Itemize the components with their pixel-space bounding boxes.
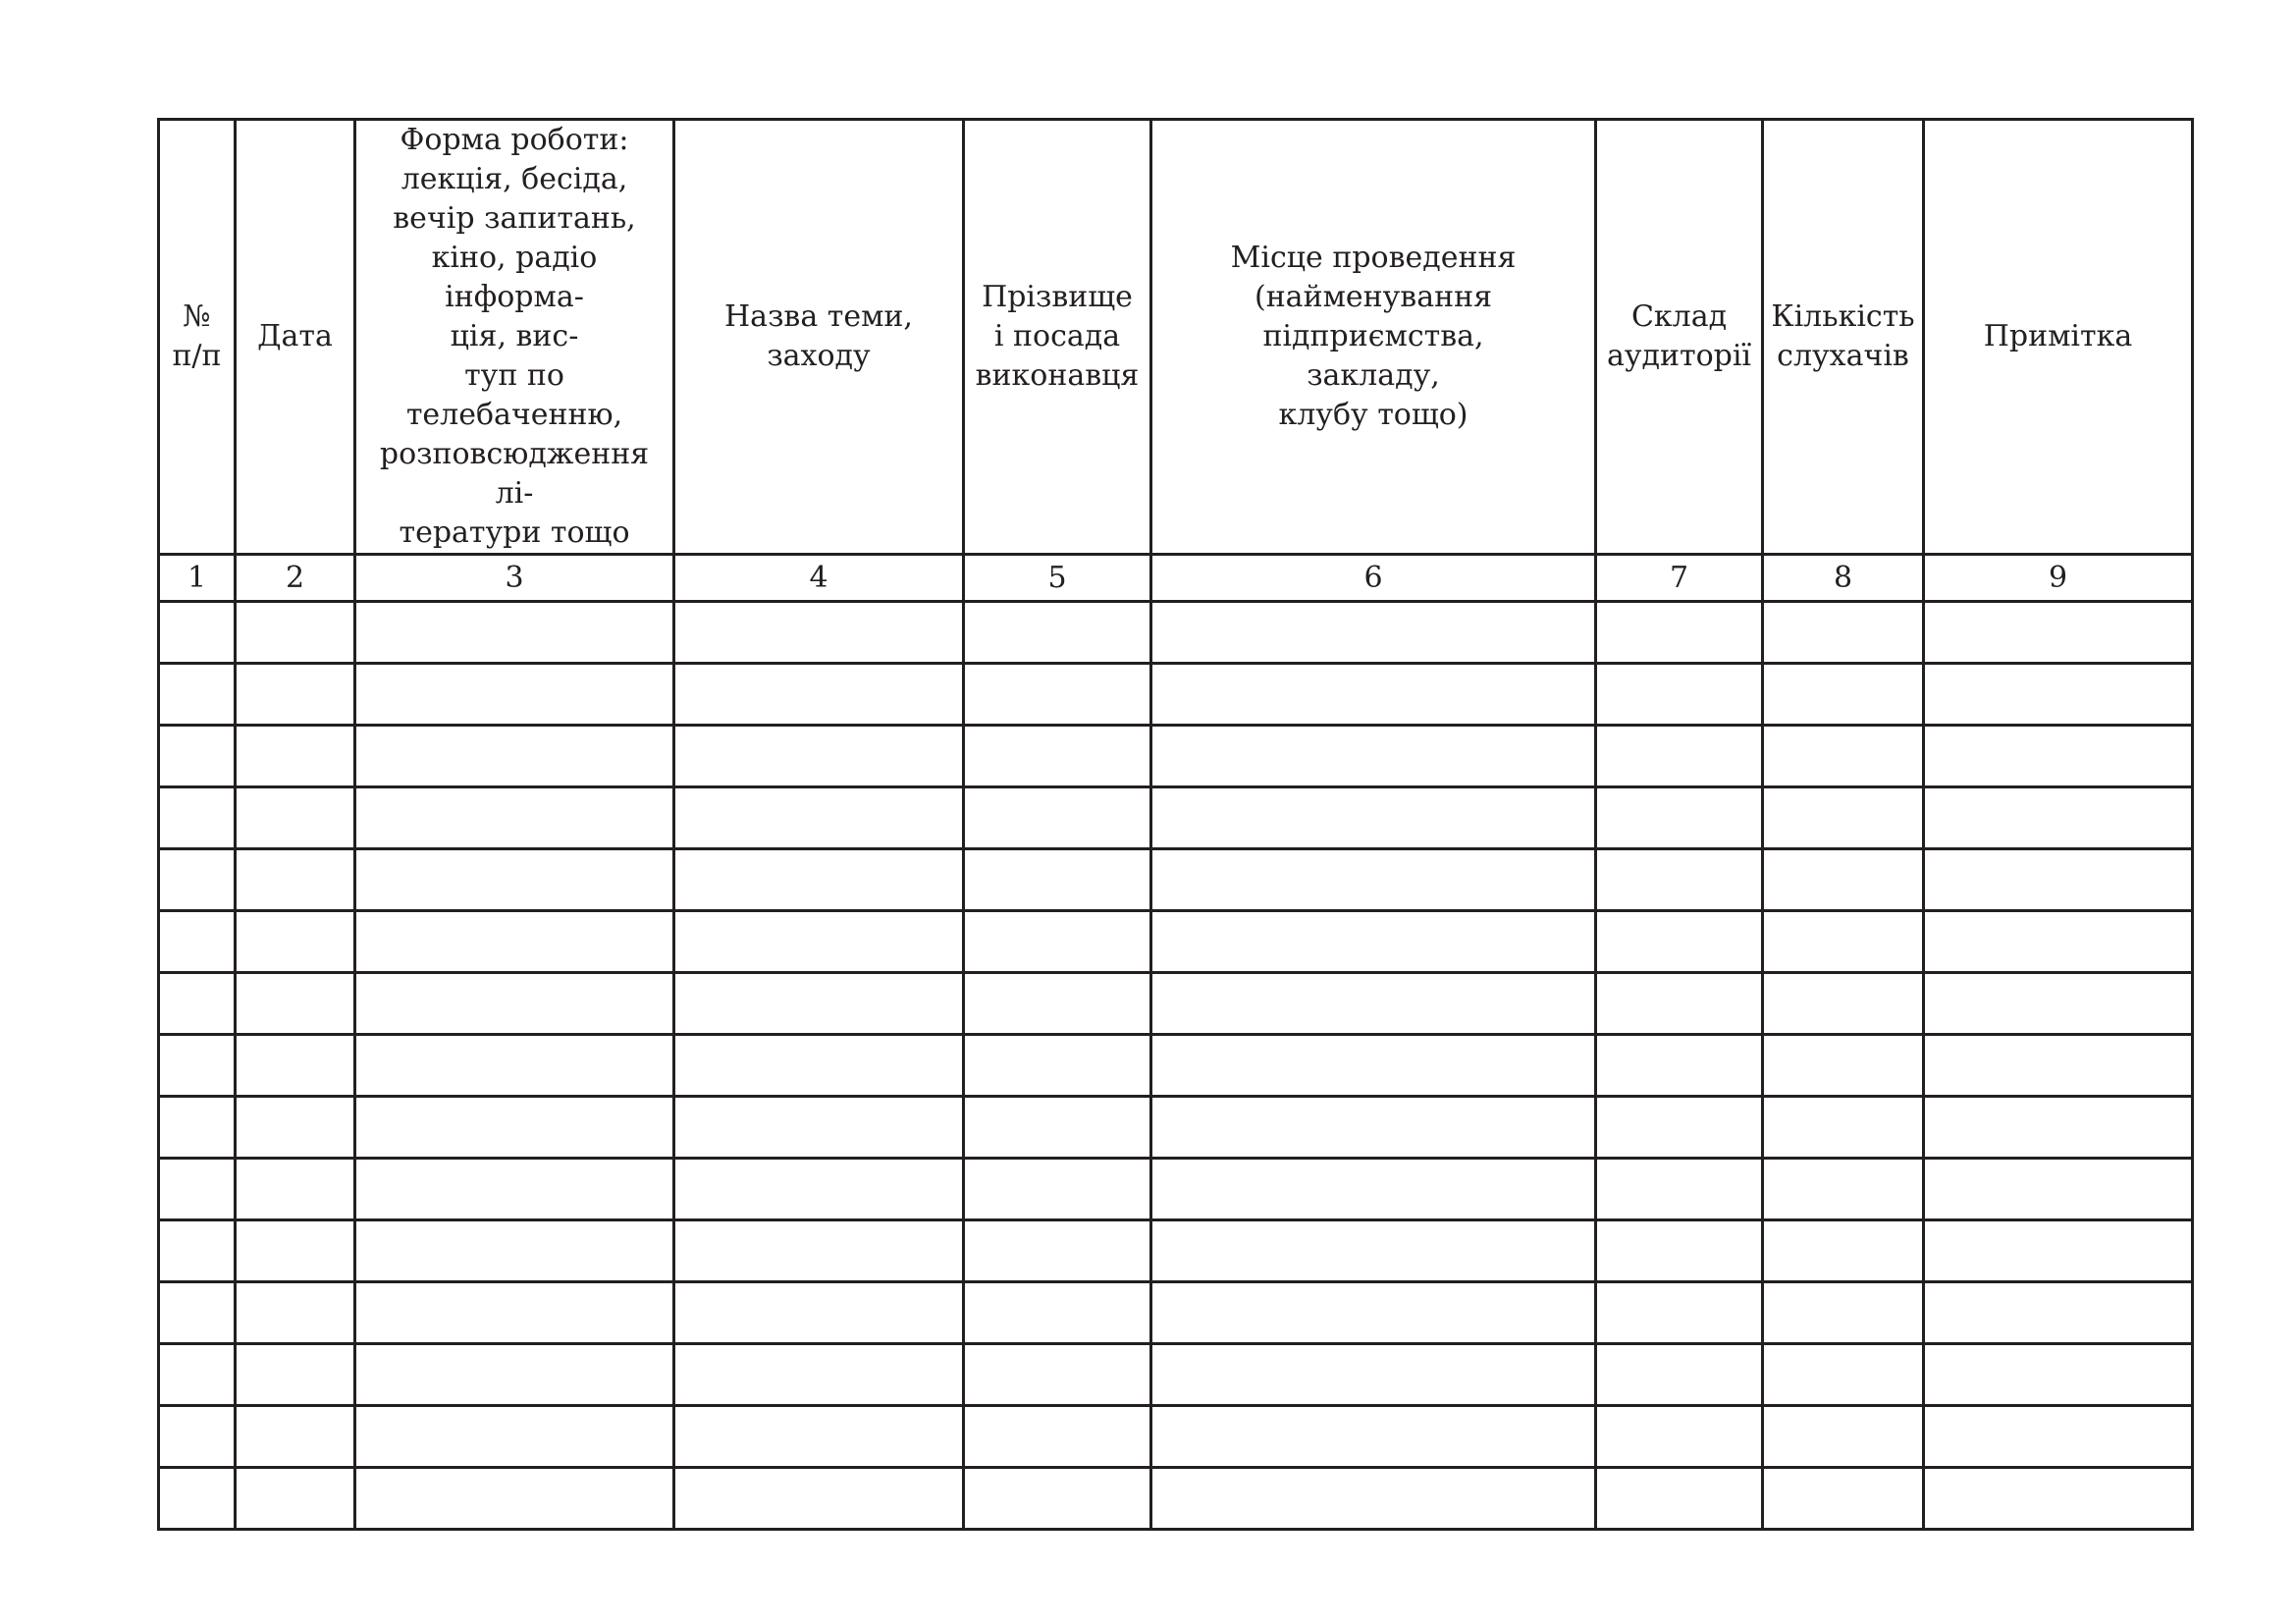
column-number: 6 [1151, 555, 1596, 602]
table-cell-performer [964, 1220, 1151, 1282]
table-cell-date [236, 849, 355, 911]
table-cell-form [355, 787, 674, 849]
table-cell-date [236, 1282, 355, 1344]
table-cell-listeners [1763, 1220, 1924, 1282]
table-cell-num [159, 973, 236, 1035]
table-cell-num [159, 1097, 236, 1159]
table-cell-note [1924, 911, 2193, 973]
header-cell-place [1151, 120, 1596, 555]
header-cell-topic [674, 120, 964, 555]
table-cell-note [1924, 1220, 2193, 1282]
header-label: Прізвище і посада виконавця [975, 280, 1140, 393]
table-cell-performer [964, 1344, 1151, 1406]
table-cell-num [159, 1406, 236, 1468]
table-cell-performer [964, 664, 1151, 726]
table-cell-listeners [1763, 1406, 1924, 1468]
table-cell-form [355, 664, 674, 726]
table-cell-listeners [1763, 973, 1924, 1035]
table-cell-listeners [1763, 1035, 1924, 1097]
table-cell-note [1924, 1344, 2193, 1406]
table-cell-note [1924, 849, 2193, 911]
table-cell-performer [964, 1282, 1151, 1344]
table-cell-place [1151, 973, 1596, 1035]
table-cell-listeners [1763, 911, 1924, 973]
table-cell-listeners [1763, 787, 1924, 849]
table-cell-form [355, 602, 674, 664]
header-cell-listeners [1763, 120, 1924, 555]
table-row [159, 1097, 2193, 1159]
table-cell-audience [1596, 1468, 1763, 1530]
header-label: Форма роботи: лекція, бесіда, вечір запитань, кіно, радіо інформа- ція, вис- туп по телебаченню, розповсюдження лі- тератури тощо [379, 123, 650, 550]
table-cell-place [1151, 602, 1596, 664]
table-cell-date [236, 602, 355, 664]
table-body [159, 602, 2193, 1530]
table-cell-form [355, 1097, 674, 1159]
table-cell-audience [1596, 1097, 1763, 1159]
table-cell-num [159, 849, 236, 911]
table-cell-num [159, 1035, 236, 1097]
table-cell-performer [964, 1406, 1151, 1468]
table-cell-date [236, 973, 355, 1035]
table-cell-num [159, 1344, 236, 1406]
table-cell-performer [964, 726, 1151, 787]
table-cell-performer [964, 973, 1151, 1035]
column-number: 9 [1924, 555, 2193, 602]
table-cell-listeners [1763, 1468, 1924, 1530]
table-cell-topic [674, 1035, 964, 1097]
table-cell-audience [1596, 1282, 1763, 1344]
table-cell-place [1151, 1097, 1596, 1159]
table-cell-num [159, 1220, 236, 1282]
table-cell-topic [674, 1344, 964, 1406]
table-cell-form [355, 911, 674, 973]
table-row [159, 973, 2193, 1035]
table-cell-note [1924, 1282, 2193, 1344]
table-cell-listeners [1763, 1282, 1924, 1344]
table-cell-note [1924, 787, 2193, 849]
table-cell-listeners [1763, 664, 1924, 726]
table-cell-date [236, 726, 355, 787]
table-cell-performer [964, 849, 1151, 911]
header-label: Склад аудиторії [1606, 299, 1752, 373]
table-cell-date [236, 787, 355, 849]
table-cell-num [159, 787, 236, 849]
table-cell-form [355, 726, 674, 787]
table-cell-performer [964, 1035, 1151, 1097]
table-cell-listeners [1763, 849, 1924, 911]
table-cell-place [1151, 726, 1596, 787]
table-cell-date [236, 1097, 355, 1159]
table-row [159, 787, 2193, 849]
table-cell-performer [964, 602, 1151, 664]
header-cell-form [355, 120, 674, 555]
table-cell-note [1924, 1035, 2193, 1097]
table-row [159, 1468, 2193, 1530]
table-cell-note [1924, 1406, 2193, 1468]
column-number: 5 [964, 555, 1151, 602]
table-row [159, 1406, 2193, 1468]
table-cell-num [159, 911, 236, 973]
table-cell-date [236, 911, 355, 973]
table-cell-topic [674, 726, 964, 787]
table-cell-form [355, 1468, 674, 1530]
table-cell-audience [1596, 1159, 1763, 1220]
table-cell-place [1151, 664, 1596, 726]
table-cell-performer [964, 911, 1151, 973]
table-cell-place [1151, 1035, 1596, 1097]
table-row [159, 1344, 2193, 1406]
table-cell-form [355, 1035, 674, 1097]
table-row [159, 602, 2193, 664]
header-label: № п/п [172, 299, 222, 373]
table-cell-date [236, 1159, 355, 1220]
table-cell-num [159, 664, 236, 726]
column-number: 7 [1596, 555, 1763, 602]
table-cell-form [355, 1344, 674, 1406]
table-cell-topic [674, 602, 964, 664]
table-cell-audience [1596, 849, 1763, 911]
table-row [159, 849, 2193, 911]
table-cell-audience [1596, 664, 1763, 726]
table-cell-audience [1596, 1035, 1763, 1097]
table-row [159, 1220, 2193, 1282]
column-number: 1 [159, 555, 236, 602]
header-label: Дата [257, 319, 333, 353]
table-cell-note [1924, 664, 2193, 726]
table-cell-note [1924, 973, 2193, 1035]
table-cell-note [1924, 726, 2193, 787]
table-cell-date [236, 664, 355, 726]
table-cell-topic [674, 973, 964, 1035]
table-cell-topic [674, 911, 964, 973]
table-cell-form [355, 973, 674, 1035]
header-cell-num [159, 120, 236, 555]
table-cell-form [355, 849, 674, 911]
table-cell-note [1924, 1097, 2193, 1159]
table-cell-performer [964, 787, 1151, 849]
table-cell-topic [674, 1159, 964, 1220]
table-cell-place [1151, 1344, 1596, 1406]
table-row [159, 1282, 2193, 1344]
table-cell-num [159, 1468, 236, 1530]
table-cell-topic [674, 1282, 964, 1344]
table-cell-topic [674, 1468, 964, 1530]
column-number: 8 [1763, 555, 1924, 602]
table-cell-performer [964, 1468, 1151, 1530]
header-label: Місце проведення (найменування підприємства, закладу, клубу тощо) [1230, 241, 1517, 432]
table-cell-topic [674, 1220, 964, 1282]
table-cell-place [1151, 1468, 1596, 1530]
header-cell-performer [964, 120, 1151, 555]
table-cell-listeners [1763, 602, 1924, 664]
column-number: 3 [355, 555, 674, 602]
table-cell-form [355, 1220, 674, 1282]
table-cell-num [159, 1159, 236, 1220]
table-cell-topic [674, 664, 964, 726]
table-cell-place [1151, 849, 1596, 911]
table-row [159, 1035, 2193, 1097]
column-number: 2 [236, 555, 355, 602]
table-cell-place [1151, 1282, 1596, 1344]
table-cell-place [1151, 1159, 1596, 1220]
table-row [159, 1159, 2193, 1220]
table-cell-form [355, 1159, 674, 1220]
table-cell-date [236, 1406, 355, 1468]
table-cell-listeners [1763, 1344, 1924, 1406]
table-cell-performer [964, 1159, 1151, 1220]
header-label: Назва теми, заходу [724, 299, 913, 373]
table-cell-note [1924, 1468, 2193, 1530]
table-cell-audience [1596, 787, 1763, 849]
table-cell-date [236, 1468, 355, 1530]
table-cell-place [1151, 1406, 1596, 1468]
header-cell-date [236, 120, 355, 555]
table-cell-listeners [1763, 1097, 1924, 1159]
column-number: 4 [674, 555, 964, 602]
table-cell-topic [674, 787, 964, 849]
table-cell-audience [1596, 911, 1763, 973]
table-cell-num [159, 726, 236, 787]
table-row [159, 911, 2193, 973]
table-cell-place [1151, 911, 1596, 973]
header-cell-note [1924, 120, 2193, 555]
table-cell-audience [1596, 1406, 1763, 1468]
table-cell-listeners [1763, 1159, 1924, 1220]
table-cell-audience [1596, 726, 1763, 787]
column-number-row [159, 555, 2193, 602]
header-label: Кількість слухачів [1771, 299, 1915, 373]
table-cell-audience [1596, 973, 1763, 1035]
table-cell-num [159, 1282, 236, 1344]
table-cell-form [355, 1406, 674, 1468]
table-cell-place [1151, 787, 1596, 849]
table-cell-note [1924, 1159, 2193, 1220]
table-cell-audience [1596, 1344, 1763, 1406]
table-cell-form [355, 1282, 674, 1344]
header-cell-audience [1596, 120, 1763, 555]
table-cell-listeners [1763, 726, 1924, 787]
table-cell-date [236, 1344, 355, 1406]
record-table [157, 118, 2194, 1531]
table-row [159, 664, 2193, 726]
header-label: Примітка [1983, 319, 2133, 353]
table-cell-topic [674, 1406, 964, 1468]
table-cell-audience [1596, 1220, 1763, 1282]
table-cell-place [1151, 1220, 1596, 1282]
table-cell-audience [1596, 602, 1763, 664]
table-cell-performer [964, 1097, 1151, 1159]
table-row [159, 726, 2193, 787]
table-cell-topic [674, 849, 964, 911]
table-cell-note [1924, 602, 2193, 664]
table-cell-date [236, 1035, 355, 1097]
table-cell-num [159, 602, 236, 664]
table-cell-topic [674, 1097, 964, 1159]
table-cell-date [236, 1220, 355, 1282]
header-row [159, 120, 2193, 555]
